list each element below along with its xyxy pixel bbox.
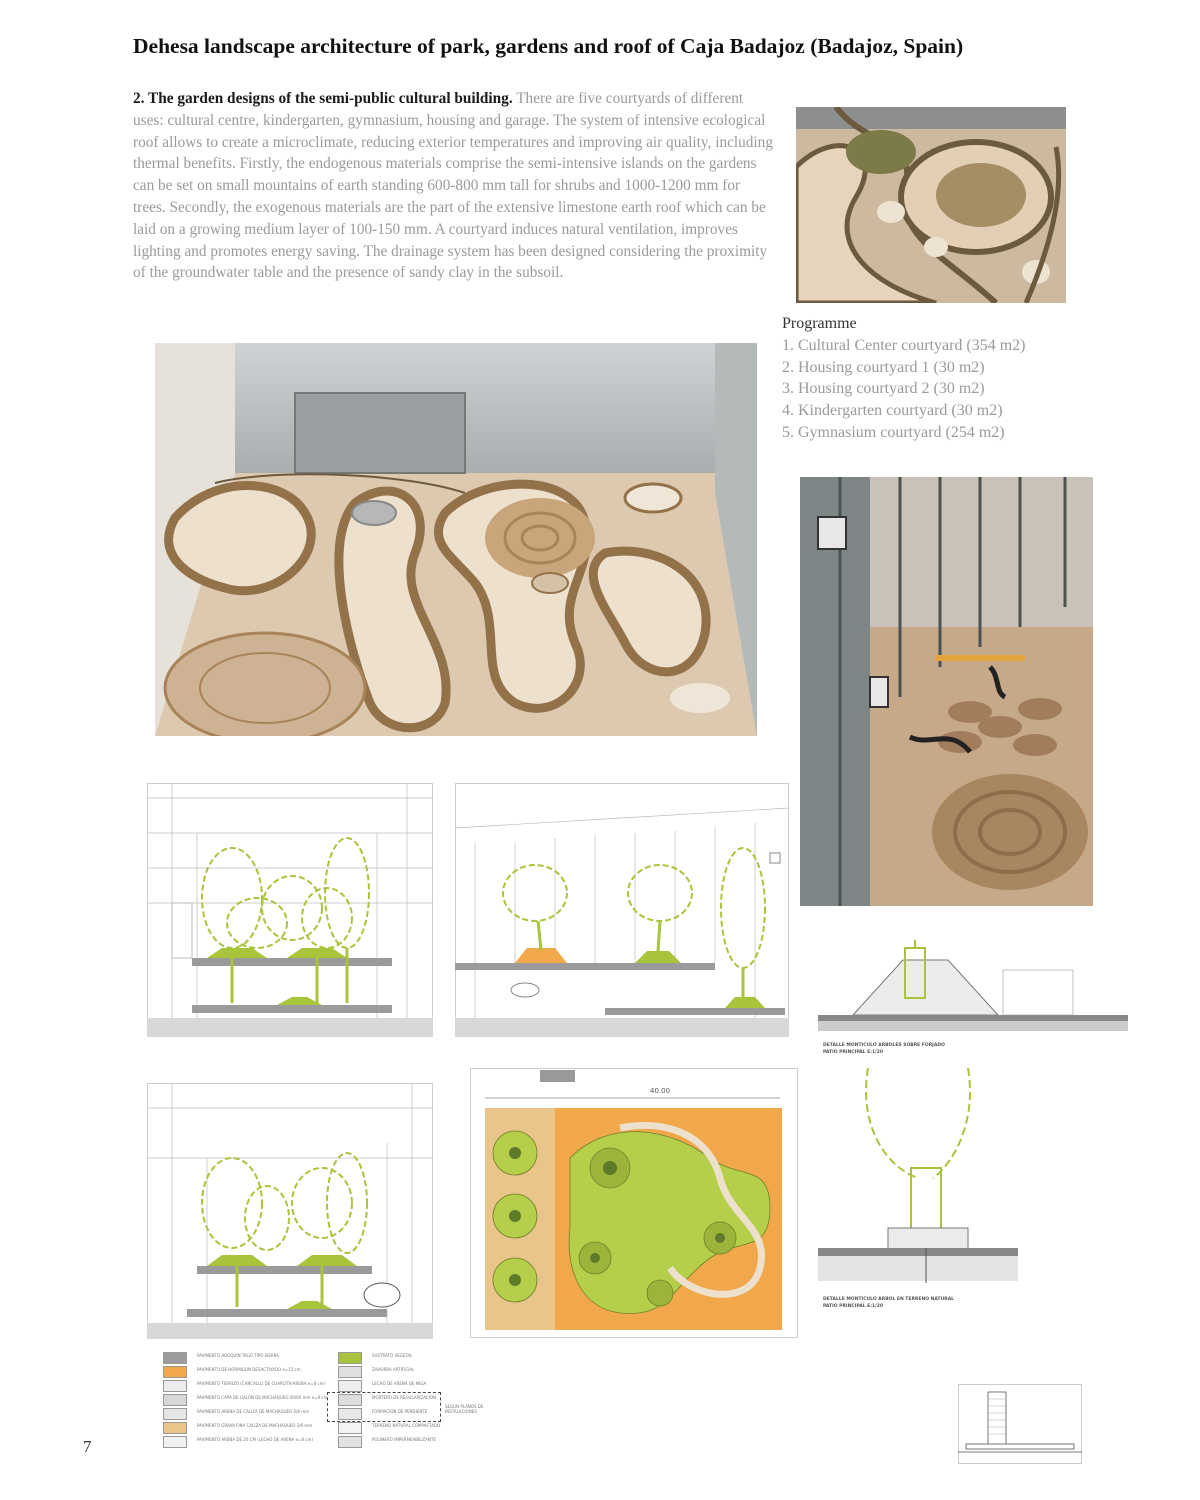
- photo-courtyard-large: [155, 343, 757, 736]
- legend-bracket-note: SEGUN PLANOS DE INSTALACIONES: [445, 1404, 484, 1414]
- legend: PAVIMENTO ADOQUIN TAGO TIPO SIERRA PAVIMENTO DE HORMIGON DESACTIVADO e=15 cm PAVIMENTO TERRIZO (CANCALLO DE CUARCITA/ARENA e=8 cm) PAVIMENTO CAPA DE GALON DE MACHAQUEO 40/60 mm e=8 cm PAVIMENTO ARENA DE CALIZA DE MACHAQUEO 6/8 mm PAVIMENTO GRAVA FINA CALIZA DE MACHAQUEO 3/6 mm PAVIMENTO ARENA DE 20 CM (LECHO DE ARENA e=8 cm) SUSTRATO VEGETAL ZAHORRA ARTIFICIAL LECHO DE ARENA DE MIGA MORTERO DE REGULARIZACION FORMACION DE PENDIENTE TERRENO NATURAL COMPACTADO POLIMERO IMPERMEABILIZANTE SEGUN PLANOS DE INSTALACIONES: [163, 1352, 493, 1450]
- programme-list: [782, 313, 1026, 444]
- intro-heading: 2. The garden designs of the semi-public cultural building.: [133, 90, 513, 107]
- caption-tree-natural: DETALLE MONTICULO ARBOL EN TERRENO NATURAL: [823, 1297, 955, 1302]
- programme-item: 3. Housing courtyard 2 (30 m2): [782, 380, 985, 398]
- caption-mound-on-slab-sub: PATIO PRINCIPAL E:1/20: [823, 1050, 884, 1055]
- detail-tree-natural-ground: [818, 1068, 1088, 1320]
- programme-item: 2. Housing courtyard 1 (30 m2): [782, 358, 985, 376]
- page-title: Dehesa landscape architecture of park, gardens and roof of Caja Badajoz (Badajoz, Spain): [133, 34, 964, 58]
- programme-item: 4. Kindergarten courtyard (30 m2): [782, 402, 1003, 420]
- caption-mound-on-slab: DETALLE MONTICULO ARBOLES SOBRE FORJADO: [823, 1043, 945, 1048]
- caption-tree-natural-sub: PATIO PRINCIPAL E:1/20: [823, 1304, 884, 1309]
- section-drawing-2: [455, 783, 789, 1037]
- photo-courtyard-construction: [800, 477, 1093, 906]
- section-drawing-3: [147, 1083, 433, 1339]
- plan-drawing: [470, 1068, 798, 1338]
- page-number: 7: [83, 1437, 92, 1456]
- section-drawing-1: [147, 783, 433, 1037]
- intro-body: There are five courtyards of different uses: cultural centre, kindergarten, gymnasium, housing and garage. The system of intensive ecological roof allows to create a microclimate, reducing exterior temperatures and improving air quality, including thermal benefits. Firstly, the endogenous materials comprise the semi-intensive islands on the gardens can be set on small mountains of earth standing 600-800 mm tall for shrubs and 1000-1200 mm for trees. Secondly, the exogenous materials are the part of the extensive limestone earth roof which can be laid on a growing medium layer of 100-150 mm. A courtyard induces natural ventilation, improves lighting and promotes energy saving. The drainage system has been designed considering the proximity of the groundwater table and the presence of sandy clay in the subsoil.: [133, 90, 773, 282]
- plan-dimension: 40.00: [650, 1087, 671, 1095]
- intro-paragraph: [133, 88, 773, 284]
- programme-item: 1. Cultural Center courtyard (354 m2): [782, 336, 1026, 354]
- legend-bracket: [327, 1392, 441, 1422]
- detail-mound-on-slab: [818, 940, 1132, 1064]
- programme-heading: Programme: [782, 315, 857, 332]
- programme-item: 5. Gymnasium courtyard (254 m2): [782, 423, 1005, 441]
- photo-courtyard-top: [796, 107, 1066, 303]
- building-elevation-drawing: [958, 1384, 1082, 1464]
